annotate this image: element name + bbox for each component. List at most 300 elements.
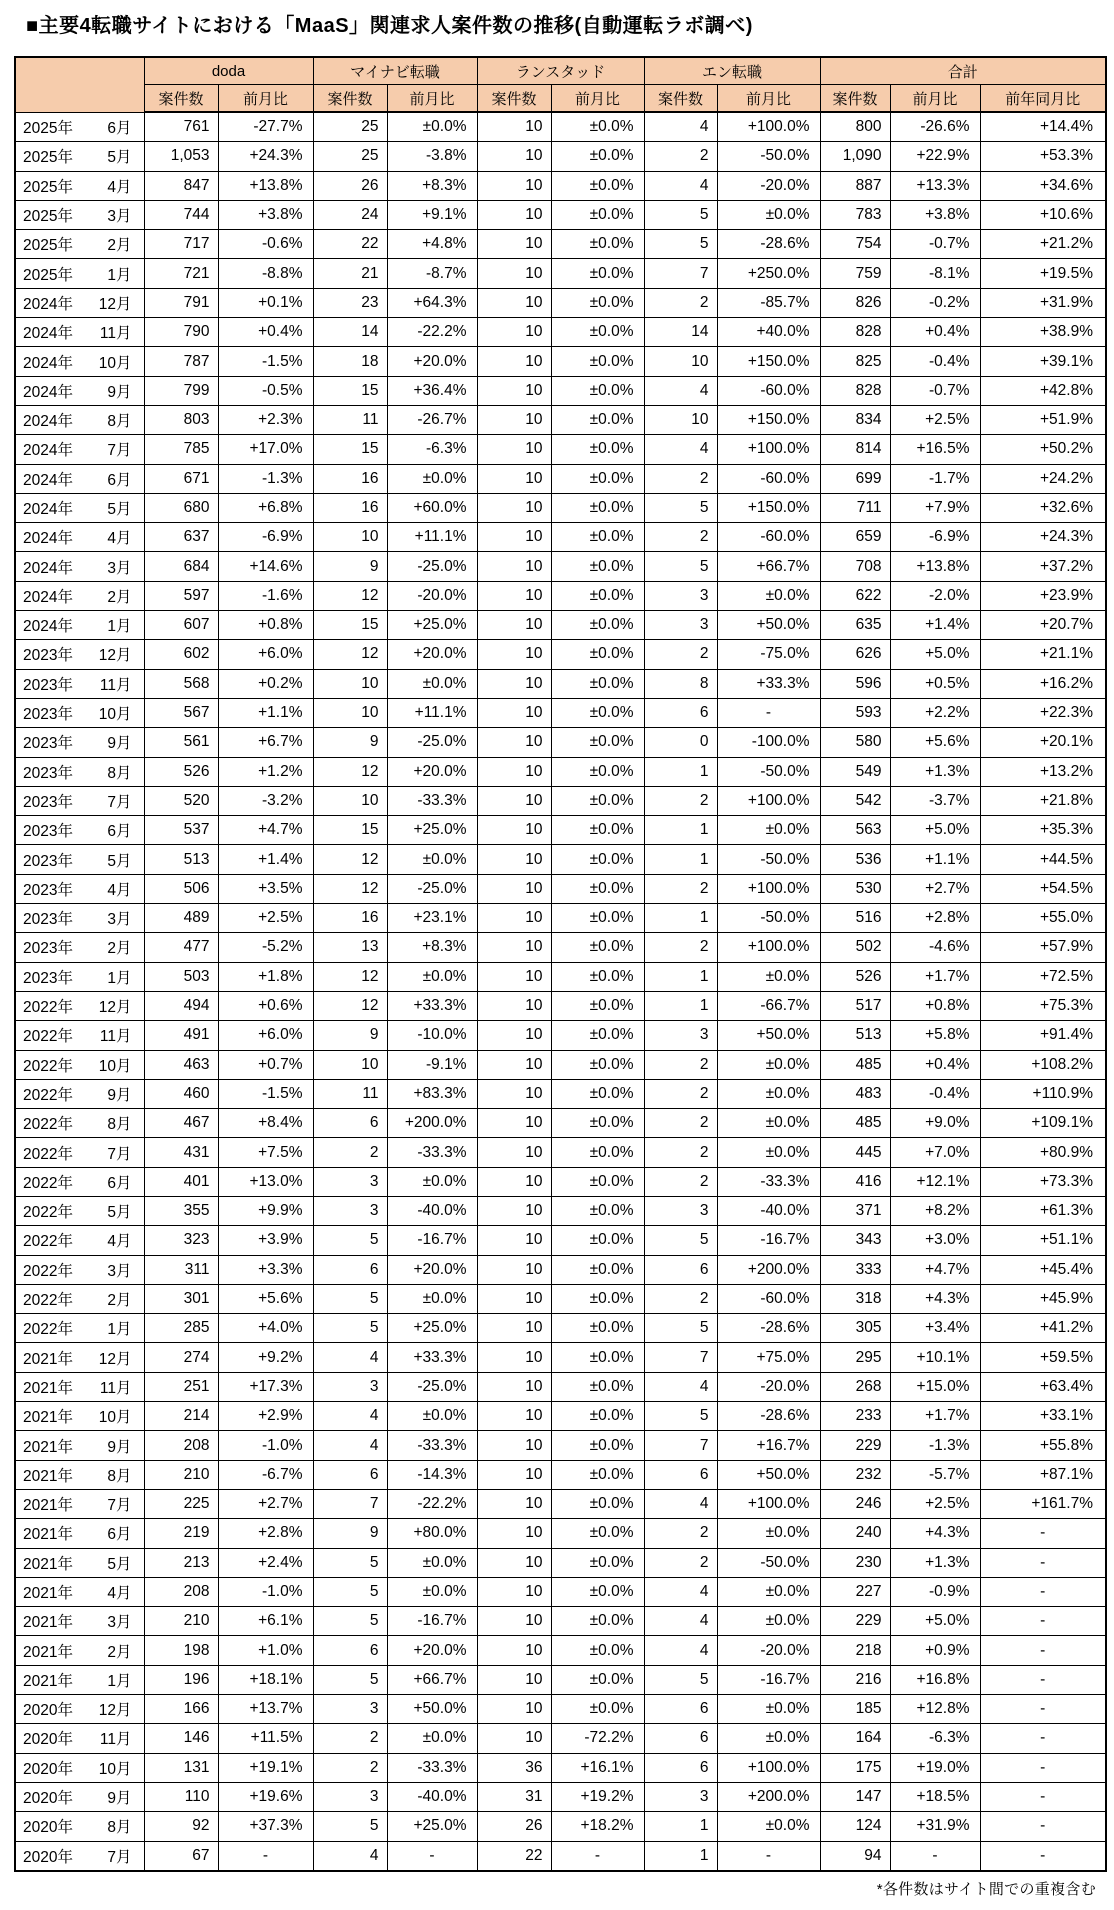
- count-cell: 3: [644, 1021, 717, 1050]
- count-cell: 285: [144, 1314, 218, 1343]
- year-label: 2024年: [23, 501, 73, 518]
- year-label: 2023年: [23, 852, 73, 870]
- mom-change-cell: +80.0%: [387, 1519, 477, 1548]
- mom-change-cell: ±0.0%: [551, 1460, 644, 1489]
- mom-change-cell: ±0.0%: [551, 259, 644, 288]
- table-row: [15, 1050, 1106, 1079]
- count-cell: 5: [313, 1226, 387, 1255]
- count-cell: 246: [820, 1489, 890, 1518]
- mom-change-cell: -: [387, 1841, 477, 1871]
- count-cell: 10: [477, 552, 551, 581]
- year-label: 2023年: [23, 735, 73, 753]
- count-cell: 110: [144, 1782, 218, 1811]
- count-cell: 10: [313, 523, 387, 552]
- count-cell: 10: [477, 1431, 551, 1460]
- year-label: 2021年: [23, 1409, 73, 1427]
- yoy-change-cell: +34.6%: [980, 171, 1106, 200]
- table-row: [15, 376, 1106, 405]
- count-cell: 10: [477, 1489, 551, 1518]
- mom-change-cell: ±0.0%: [551, 640, 644, 669]
- table-row: [15, 1812, 1106, 1841]
- count-cell: 2: [644, 786, 717, 815]
- count-cell: 12: [313, 874, 387, 903]
- mom-change-cell: +4.8%: [387, 230, 477, 259]
- count-cell: 790: [144, 318, 218, 347]
- mom-change-cell: +13.7%: [218, 1695, 313, 1724]
- month-cell: [15, 288, 144, 317]
- month-cell: [15, 669, 144, 698]
- yoy-change-cell: +38.9%: [980, 318, 1106, 347]
- mom-change-cell: +200.0%: [717, 1255, 820, 1284]
- mom-change-cell: +50.0%: [717, 1021, 820, 1050]
- month-label: 2月: [107, 1643, 132, 1661]
- mom-change-cell: ±0.0%: [551, 1314, 644, 1343]
- count-cell: 229: [820, 1607, 890, 1636]
- count-cell: 7: [644, 259, 717, 288]
- column-subheader: 案件数: [820, 85, 890, 113]
- count-cell: 828: [820, 318, 890, 347]
- column-subheader: 案件数: [144, 85, 218, 113]
- month-label: 6月: [107, 119, 132, 137]
- count-cell: 94: [820, 1841, 890, 1871]
- count-cell: 1: [644, 1841, 717, 1871]
- yoy-change-cell: +54.5%: [980, 874, 1106, 903]
- mom-change-cell: +3.0%: [890, 1226, 980, 1255]
- header-sub-row: [15, 85, 1106, 113]
- month-cell: [15, 435, 144, 464]
- column-group-header: doda: [144, 57, 313, 85]
- mom-change-cell: +200.0%: [387, 1109, 477, 1138]
- count-cell: 5: [313, 1548, 387, 1577]
- month-cell: [15, 1636, 144, 1665]
- count-cell: 31: [477, 1782, 551, 1811]
- column-group-header: エン転職: [644, 57, 820, 85]
- year-label: 2021年: [23, 1526, 73, 1544]
- count-cell: 10: [477, 200, 551, 229]
- mom-change-cell: +2.5%: [890, 405, 980, 434]
- count-cell: 12: [313, 640, 387, 669]
- table-row: [15, 1489, 1106, 1518]
- table-row: [15, 1109, 1106, 1138]
- count-cell: 10: [477, 523, 551, 552]
- mom-change-cell: +100.0%: [717, 112, 820, 142]
- year-label: 2023年: [23, 823, 73, 841]
- count-cell: 635: [820, 611, 890, 640]
- year-label: 2023年: [23, 706, 73, 724]
- mom-change-cell: +22.9%: [890, 142, 980, 171]
- count-cell: 10: [313, 698, 387, 727]
- count-cell: 401: [144, 1167, 218, 1196]
- year-label: 2021年: [23, 1672, 73, 1690]
- mom-change-cell: -60.0%: [717, 376, 820, 405]
- count-cell: 671: [144, 464, 218, 493]
- mom-change-cell: +6.0%: [218, 1021, 313, 1050]
- year-label: 2022年: [23, 1174, 73, 1192]
- table-row: [15, 669, 1106, 698]
- mom-change-cell: ±0.0%: [717, 581, 820, 610]
- month-label: 12月: [98, 295, 132, 313]
- year-label: 2022年: [23, 1262, 73, 1280]
- month-label: 8月: [107, 413, 132, 431]
- count-cell: 26: [477, 1812, 551, 1841]
- table-row: [15, 1402, 1106, 1431]
- mom-change-cell: ±0.0%: [551, 200, 644, 229]
- yoy-change-cell: +63.4%: [980, 1372, 1106, 1401]
- mom-change-cell: +13.8%: [890, 552, 980, 581]
- mom-change-cell: +1.4%: [218, 845, 313, 874]
- mom-change-cell: ±0.0%: [551, 523, 644, 552]
- count-cell: 542: [820, 786, 890, 815]
- yoy-change-cell: +23.9%: [980, 581, 1106, 610]
- mom-change-cell: -3.7%: [890, 786, 980, 815]
- yoy-change-cell: +19.5%: [980, 259, 1106, 288]
- month-label: 6月: [107, 471, 132, 489]
- mom-change-cell: +3.4%: [890, 1314, 980, 1343]
- year-label: 2021年: [23, 1614, 73, 1632]
- count-cell: 333: [820, 1255, 890, 1284]
- count-cell: 602: [144, 640, 218, 669]
- count-cell: 371: [820, 1196, 890, 1225]
- mom-change-cell: -4.6%: [890, 933, 980, 962]
- mom-change-cell: ±0.0%: [551, 1196, 644, 1225]
- mom-change-cell: +5.6%: [890, 728, 980, 757]
- month-cell: [15, 112, 144, 142]
- mom-change-cell: -20.0%: [717, 1636, 820, 1665]
- mom-change-cell: -16.7%: [717, 1665, 820, 1694]
- month-label: 10月: [98, 706, 132, 724]
- count-cell: 10: [477, 698, 551, 727]
- mom-change-cell: +17.0%: [218, 435, 313, 464]
- month-cell: [15, 991, 144, 1020]
- count-cell: 2: [644, 1519, 717, 1548]
- count-cell: 4: [313, 1343, 387, 1372]
- count-cell: 4: [313, 1431, 387, 1460]
- count-cell: 10: [477, 493, 551, 522]
- mom-change-cell: -1.5%: [218, 347, 313, 376]
- mom-change-cell: ±0.0%: [551, 1079, 644, 1108]
- table-row: [15, 1284, 1106, 1313]
- count-cell: 10: [477, 1548, 551, 1577]
- year-label: 2023年: [23, 969, 73, 987]
- mom-change-cell: +18.5%: [890, 1782, 980, 1811]
- year-label: 2022年: [23, 1321, 73, 1339]
- mom-change-cell: +20.0%: [387, 1636, 477, 1665]
- year-label: 2020年: [23, 1819, 73, 1837]
- mom-change-cell: -16.7%: [387, 1226, 477, 1255]
- year-label: 2021年: [23, 1438, 73, 1456]
- month-cell: [15, 1782, 144, 1811]
- year-label: 2021年: [23, 1350, 73, 1368]
- yoy-change-cell: +73.3%: [980, 1167, 1106, 1196]
- yoy-change-cell: +22.3%: [980, 698, 1106, 727]
- mom-change-cell: ±0.0%: [551, 1255, 644, 1284]
- table-row: [15, 1724, 1106, 1753]
- month-cell: [15, 142, 144, 171]
- count-cell: 1: [644, 991, 717, 1020]
- mom-change-cell: -0.7%: [890, 376, 980, 405]
- yoy-change-cell: +50.2%: [980, 435, 1106, 464]
- count-cell: 580: [820, 728, 890, 757]
- mom-change-cell: ±0.0%: [717, 1577, 820, 1606]
- count-cell: 10: [477, 962, 551, 991]
- mom-change-cell: -72.2%: [551, 1724, 644, 1753]
- column-subheader: 案件数: [313, 85, 387, 113]
- month-label: 11月: [99, 1731, 132, 1749]
- count-cell: 210: [144, 1460, 218, 1489]
- count-cell: 5: [313, 1812, 387, 1841]
- mom-change-cell: ±0.0%: [551, 288, 644, 317]
- count-cell: 10: [477, 933, 551, 962]
- year-label: 2024年: [23, 325, 73, 343]
- count-cell: 477: [144, 933, 218, 962]
- column-subheader: 前年同月比: [980, 85, 1106, 113]
- mom-change-cell: ±0.0%: [551, 933, 644, 962]
- page-title: ■主要4転職サイトにおける「MaaS」関連求人案件数の推移(自動運転ラボ調べ): [26, 15, 753, 37]
- mom-change-cell: +25.0%: [387, 611, 477, 640]
- month-cell: [15, 933, 144, 962]
- month-cell: [15, 376, 144, 405]
- count-cell: 761: [144, 112, 218, 142]
- count-cell: 10: [477, 142, 551, 171]
- count-cell: 10: [477, 669, 551, 698]
- mom-change-cell: +17.3%: [218, 1372, 313, 1401]
- mom-change-cell: +100.0%: [717, 786, 820, 815]
- mom-change-cell: +2.4%: [218, 1548, 313, 1577]
- count-cell: 12: [313, 991, 387, 1020]
- year-label: 2020年: [23, 1702, 73, 1720]
- mom-change-cell: ±0.0%: [551, 845, 644, 874]
- count-cell: 659: [820, 523, 890, 552]
- month-cell: [15, 1314, 144, 1343]
- mom-change-cell: -9.1%: [387, 1050, 477, 1079]
- count-cell: 803: [144, 405, 218, 434]
- yoy-change-cell: -: [980, 1724, 1106, 1753]
- count-cell: 785: [144, 435, 218, 464]
- count-cell: 10: [477, 1109, 551, 1138]
- count-cell: 227: [820, 1577, 890, 1606]
- column-subheader: 前月比: [717, 85, 820, 113]
- month-label: 9月: [107, 735, 132, 753]
- mom-change-cell: +7.0%: [890, 1138, 980, 1167]
- count-cell: 10: [477, 991, 551, 1020]
- month-cell: [15, 1489, 144, 1518]
- count-cell: 5: [644, 1314, 717, 1343]
- count-cell: 5: [644, 1665, 717, 1694]
- month-label: 2月: [107, 1292, 132, 1310]
- count-cell: 2: [644, 874, 717, 903]
- mom-change-cell: ±0.0%: [387, 1724, 477, 1753]
- yoy-change-cell: +33.1%: [980, 1402, 1106, 1431]
- count-cell: 6: [644, 698, 717, 727]
- count-cell: 175: [820, 1753, 890, 1782]
- mom-change-cell: +7.9%: [890, 493, 980, 522]
- count-cell: 301: [144, 1284, 218, 1313]
- month-label: 4月: [107, 1233, 132, 1251]
- mom-change-cell: -0.9%: [890, 1577, 980, 1606]
- mom-change-cell: ±0.0%: [551, 435, 644, 464]
- yoy-change-cell: -: [980, 1519, 1106, 1548]
- month-cell: [15, 611, 144, 640]
- mom-change-cell: -: [717, 1841, 820, 1871]
- yoy-change-cell: -: [980, 1636, 1106, 1665]
- count-cell: 10: [477, 464, 551, 493]
- count-cell: 10: [477, 1695, 551, 1724]
- mom-change-cell: +1.4%: [890, 611, 980, 640]
- month-label: 6月: [107, 1174, 132, 1192]
- table-row: [15, 728, 1106, 757]
- month-label: 1月: [107, 1321, 132, 1339]
- mom-change-cell: +7.5%: [218, 1138, 313, 1167]
- table-row: [15, 816, 1106, 845]
- mom-change-cell: ±0.0%: [551, 991, 644, 1020]
- mom-change-cell: +100.0%: [717, 874, 820, 903]
- count-cell: 12: [313, 757, 387, 786]
- mom-change-cell: ±0.0%: [551, 1109, 644, 1138]
- year-label: 2021年: [23, 1379, 73, 1397]
- mom-change-cell: -40.0%: [387, 1782, 477, 1811]
- count-cell: 2: [644, 1138, 717, 1167]
- count-cell: 567: [144, 698, 218, 727]
- mom-change-cell: +3.5%: [218, 874, 313, 903]
- year-label: 2024年: [23, 471, 73, 489]
- mom-change-cell: ±0.0%: [717, 1695, 820, 1724]
- count-cell: 216: [820, 1665, 890, 1694]
- month-label: 4月: [107, 530, 132, 548]
- count-cell: 684: [144, 552, 218, 581]
- count-cell: 513: [820, 1021, 890, 1050]
- count-cell: 828: [820, 376, 890, 405]
- mom-change-cell: -6.9%: [890, 523, 980, 552]
- count-cell: 3: [313, 1196, 387, 1225]
- count-cell: 13: [313, 933, 387, 962]
- month-cell: [15, 1695, 144, 1724]
- month-cell: [15, 1079, 144, 1108]
- column-subheader: 案件数: [644, 85, 717, 113]
- mom-change-cell: +1.3%: [890, 757, 980, 786]
- table-row: [15, 1519, 1106, 1548]
- count-cell: 754: [820, 230, 890, 259]
- mom-change-cell: -14.3%: [387, 1460, 477, 1489]
- mom-change-cell: +0.5%: [890, 669, 980, 698]
- mom-change-cell: +16.1%: [551, 1753, 644, 1782]
- mom-change-cell: +0.4%: [890, 318, 980, 347]
- mom-change-cell: -66.7%: [717, 991, 820, 1020]
- count-cell: 10: [477, 874, 551, 903]
- month-cell: [15, 845, 144, 874]
- mom-change-cell: ±0.0%: [717, 962, 820, 991]
- month-cell: [15, 1138, 144, 1167]
- count-cell: 10: [477, 786, 551, 815]
- yoy-change-cell: +61.3%: [980, 1196, 1106, 1225]
- mom-change-cell: +0.4%: [218, 318, 313, 347]
- count-cell: 219: [144, 1519, 218, 1548]
- mom-change-cell: -25.0%: [387, 874, 477, 903]
- count-cell: 800: [820, 112, 890, 142]
- count-cell: 26: [313, 171, 387, 200]
- count-cell: 4: [644, 1489, 717, 1518]
- table-row: [15, 1021, 1106, 1050]
- count-cell: 2: [644, 464, 717, 493]
- mom-change-cell: -0.2%: [890, 288, 980, 317]
- count-cell: 787: [144, 347, 218, 376]
- count-cell: 5: [644, 230, 717, 259]
- month-label: 1月: [107, 618, 132, 636]
- mom-change-cell: ±0.0%: [387, 845, 477, 874]
- count-cell: 3: [313, 1782, 387, 1811]
- table-row: [15, 1577, 1106, 1606]
- count-cell: 7: [644, 1431, 717, 1460]
- yoy-change-cell: +59.5%: [980, 1343, 1106, 1372]
- count-cell: 6: [644, 1255, 717, 1284]
- mom-change-cell: +37.3%: [218, 1812, 313, 1841]
- mom-change-cell: ±0.0%: [551, 1167, 644, 1196]
- count-cell: 251: [144, 1372, 218, 1401]
- count-cell: 10: [477, 1314, 551, 1343]
- count-cell: 10: [477, 1079, 551, 1108]
- month-cell: [15, 1343, 144, 1372]
- month-label: 11月: [99, 1028, 132, 1046]
- count-cell: 3: [313, 1695, 387, 1724]
- mom-change-cell: +1.7%: [890, 1402, 980, 1431]
- table-row: [15, 1607, 1106, 1636]
- count-cell: 593: [820, 698, 890, 727]
- table-row: [15, 171, 1106, 200]
- count-cell: 10: [477, 1665, 551, 1694]
- yoy-change-cell: +72.5%: [980, 962, 1106, 991]
- mom-change-cell: -1.7%: [890, 464, 980, 493]
- mom-change-cell: ±0.0%: [387, 962, 477, 991]
- mom-change-cell: +150.0%: [717, 405, 820, 434]
- table-row: [15, 1460, 1106, 1489]
- mom-change-cell: -0.5%: [218, 376, 313, 405]
- column-subheader: 前月比: [387, 85, 477, 113]
- mom-change-cell: +1.2%: [218, 757, 313, 786]
- count-cell: 10: [477, 1402, 551, 1431]
- table-row: [15, 230, 1106, 259]
- mom-change-cell: +8.4%: [218, 1109, 313, 1138]
- month-label: 6月: [107, 1526, 132, 1544]
- count-cell: 11: [313, 405, 387, 434]
- mom-change-cell: +36.4%: [387, 376, 477, 405]
- yoy-change-cell: +80.9%: [980, 1138, 1106, 1167]
- count-cell: 15: [313, 816, 387, 845]
- mom-change-cell: +19.0%: [890, 1753, 980, 1782]
- count-cell: 826: [820, 288, 890, 317]
- mom-change-cell: +75.0%: [717, 1343, 820, 1372]
- count-cell: 622: [820, 581, 890, 610]
- mom-change-cell: -8.8%: [218, 259, 313, 288]
- count-cell: 10: [477, 1636, 551, 1665]
- count-cell: 597: [144, 581, 218, 610]
- mom-change-cell: ±0.0%: [551, 669, 644, 698]
- mom-change-cell: +19.2%: [551, 1782, 644, 1811]
- mom-change-cell: +3.9%: [218, 1226, 313, 1255]
- mom-change-cell: ±0.0%: [551, 816, 644, 845]
- count-cell: 10: [477, 171, 551, 200]
- month-label: 9月: [107, 1790, 132, 1808]
- month-label: 5月: [107, 501, 132, 518]
- mom-change-cell: ±0.0%: [551, 1489, 644, 1518]
- yoy-change-cell: +55.8%: [980, 1431, 1106, 1460]
- mom-change-cell: ±0.0%: [717, 200, 820, 229]
- count-cell: 185: [820, 1695, 890, 1724]
- count-cell: 10: [477, 1724, 551, 1753]
- month-label: 8月: [107, 1116, 132, 1134]
- table-row: [15, 142, 1106, 171]
- mom-change-cell: +9.1%: [387, 200, 477, 229]
- count-cell: 10: [477, 1372, 551, 1401]
- mom-change-cell: ±0.0%: [551, 1284, 644, 1313]
